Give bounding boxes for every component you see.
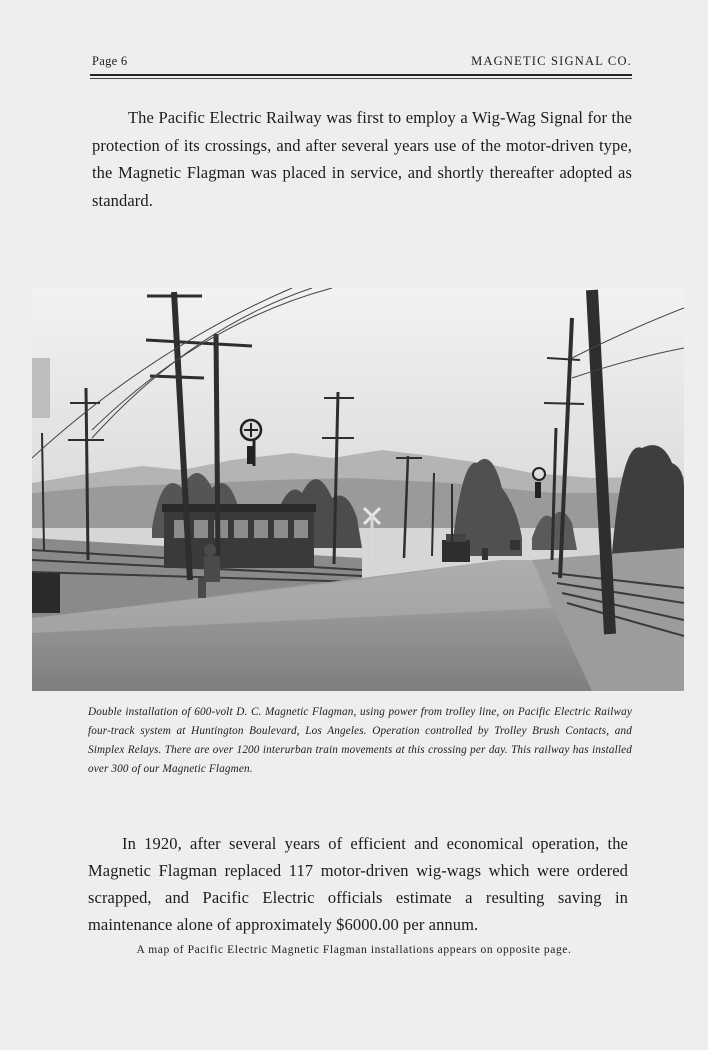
page-header [90, 54, 632, 72]
closing-paragraph: In 1920, after several years of efficient and economical operation, the Magnetic Flagman replaced 117 motor-driven wig-wags which were ordered scrapped, and Pacific Electric officials estimate a resulting saving in maintenance alone of approximately $6000.00 per annum. [88, 834, 628, 934]
crossing-photograph [32, 288, 684, 691]
header-rule-thin [90, 78, 632, 79]
header-rule [90, 74, 632, 76]
photo-caption: Double installation of 600-volt D. C. Magnetic Flagman, using power from trolley line, on Pacific Electric Railway four-track system at Huntington Boulevard, Los Angeles. Operation controlled by Trolley Brush Contacts, and Simplex Relays. There are over 1200 interurban train movements at this crossing per day. This railway has installed over 300 of our Magnetic Flagmen. [88, 706, 632, 775]
intro-paragraph: The Pacific Electric Railway was first to employ a Wig-Wag Signal for the protection of its crossings, and after several years use of the motor-driven type, the Magnetic Flagman was placed in service, and shortly thereafter adopted as standard. [92, 108, 632, 210]
company-name: MAGNETIC SIGNAL CO. [471, 54, 632, 68]
page-number: Page 6 [92, 54, 128, 68]
map-note: A map of Pacific Electric Magnetic Flagman installations appears on opposite page. [136, 944, 572, 956]
